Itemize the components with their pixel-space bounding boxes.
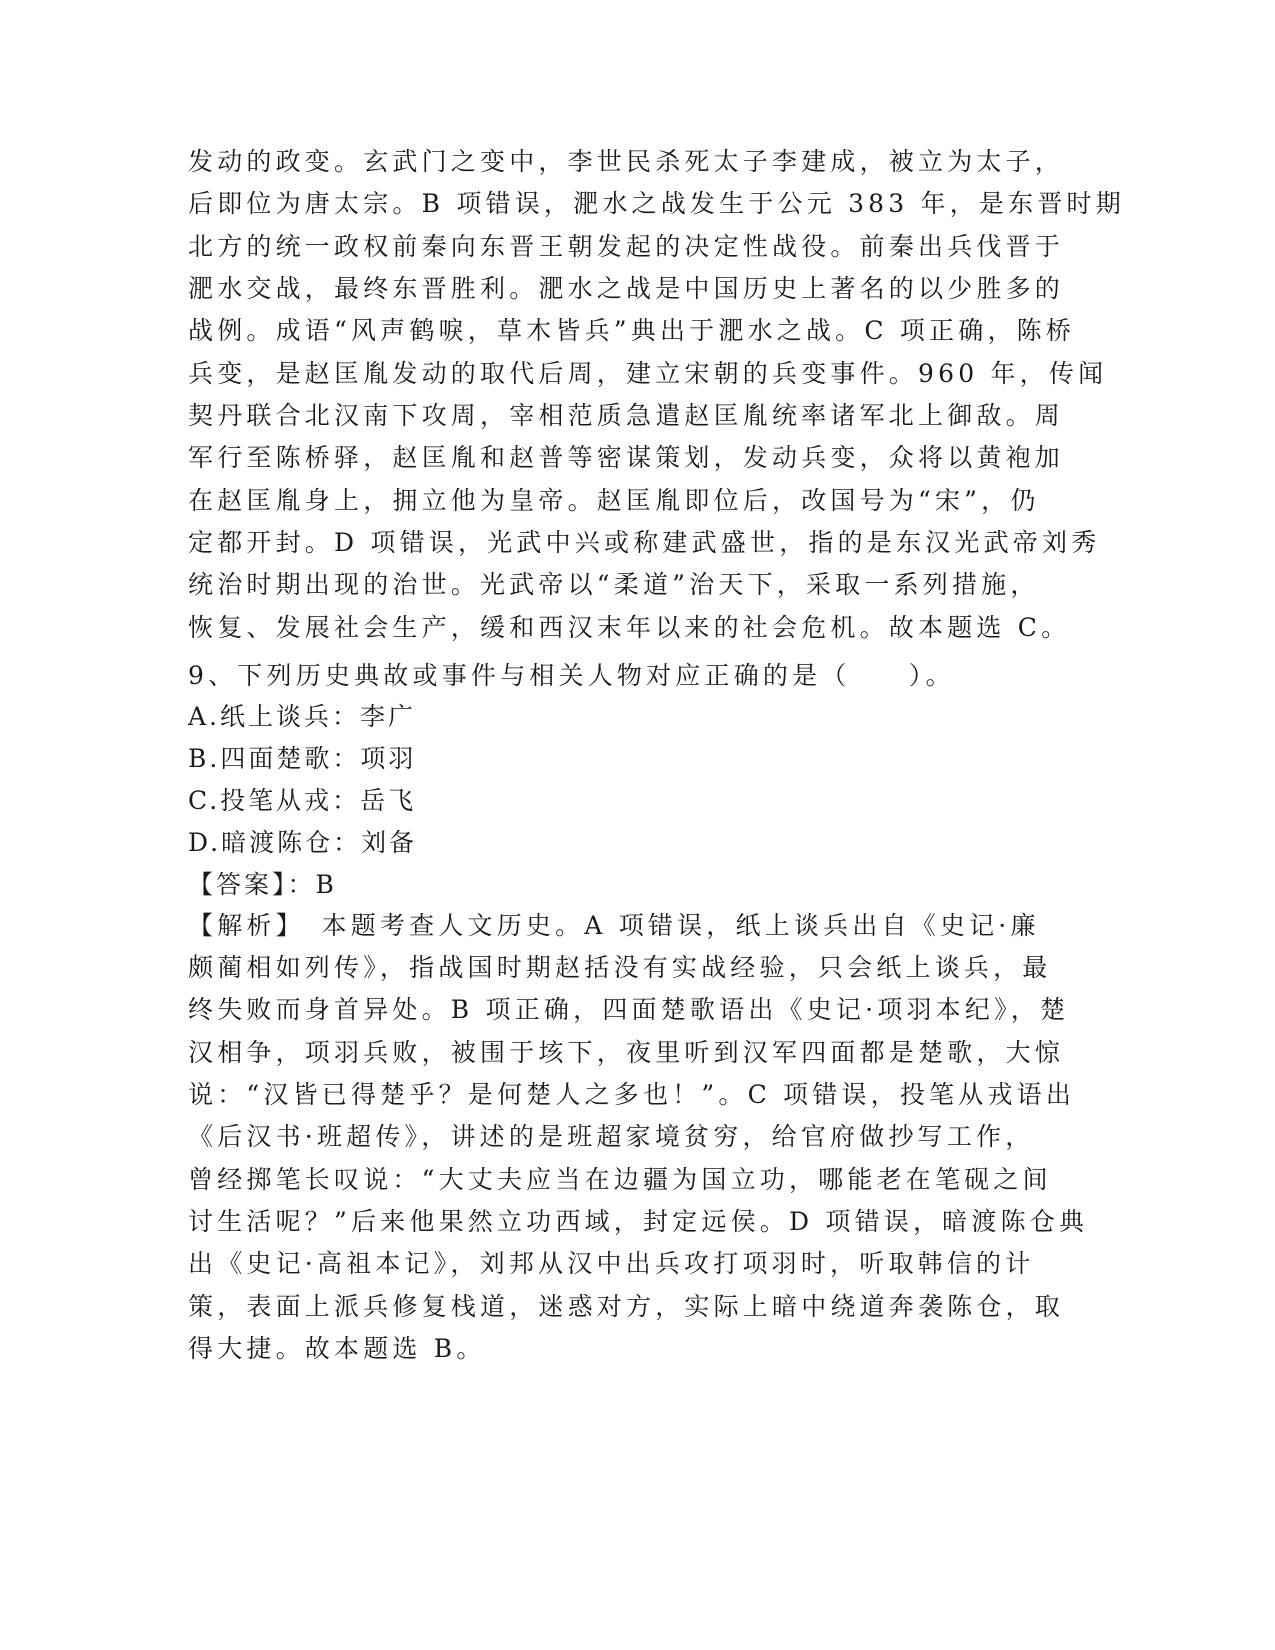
text-line: 《后汉书·班超传》，讲述的是班超家境贫穷，给官府做抄写工作， [188, 1122, 1035, 1151]
text-line: 策，表面上派兵修复栈道，迷惑对方，实际上暗中绕道奔袭陈仓，取 [188, 1292, 1065, 1321]
text-line: 说：“汉皆已得楚乎？是何楚人之多也！”。C 项错误，投笔从戎语出 [188, 1080, 1076, 1109]
text-line: 曾经掷笔长叹说：“大丈夫应当在边疆为国立功，哪能老在笔砚之间 [188, 1165, 1052, 1194]
text-line: 恢复、发展社会生产，缓和西汉末年以来的社会危机。故本题选 C。 [188, 613, 1071, 642]
text-line: 颇蔺相如列传》，指战国时期赵括没有实战经验，只会纸上谈兵，最 [188, 953, 1052, 982]
option-a: A.纸上谈兵：李广 [188, 702, 417, 731]
text-line: 北方的统一政权前秦向东晋王朝发起的决定性战役。前秦出兵伐晋于 [188, 232, 1065, 261]
text-line: 统治时期出现的治世。光武帝以“柔道”治天下，采取一系列措施， [188, 570, 1040, 599]
text-line: 得大捷。故本题选 B。 [188, 1334, 486, 1363]
text-line: 汉相争，项羽兵败，被围于垓下，夜里听到汉军四面都是楚歌，大惊 [188, 1038, 1065, 1067]
text-line: 【解析】 本题考查人文历史。A 项错误，纸上谈兵出自《史记·廉 [188, 911, 1040, 940]
text-line: 兵变，是赵匡胤发动的取代后周，建立宋朝的兵变事件。960 年，传闻 [188, 359, 1108, 388]
option-b: B.四面楚歌：项羽 [188, 744, 417, 773]
text-line: 终失败而身首异处。B 项正确，四面楚歌语出《史记·项羽本纪》，楚 [188, 995, 1070, 1024]
text-line: 军行至陈桥驿，赵匡胤和赵普等密谋策划，发动兵变，众将以黄袍加 [188, 443, 1065, 472]
text-line: 发动的政变。玄武门之变中，李世民杀死太子李建成，被立为太子， [188, 147, 1065, 176]
text-line: 契丹联合北汉南下攻周，宰相范质急遣赵匡胤统率诸军北上御敌。周 [188, 401, 1065, 430]
text-line: 定都开封。D 项错误，光武中兴或称建武盛世，指的是东汉光武帝刘秀 [188, 528, 1101, 557]
question-stem: 9、下列历史典故或事件与相关人物对应正确的是（ ）。 [188, 661, 955, 690]
text-line: 出《史记·高祖本记》，刘邦从汉中出兵攻打项羽时，听取韩信的计 [188, 1249, 1035, 1278]
text-line: 战例。成语“风声鹤唳，草木皆兵”典出于淝水之战。C 项正确，陈桥 [188, 316, 1076, 345]
option-c: C.投笔从戎：岳飞 [188, 786, 417, 815]
text-line: 在赵匡胤身上，拥立他为皇帝。赵匡胤即位后，改国号为“宋”，仍 [188, 486, 1040, 515]
answer: 【答案】：B [188, 870, 337, 899]
text-line: 淝水交战，最终东晋胜利。淝水之战是中国历史上著名的以少胜多的 [188, 274, 1065, 303]
text-line: 后即位为唐太宗。B 项错误，淝水之战发生于公元 383 年，是东晋时期 [188, 189, 1125, 218]
option-d: D.暗渡陈仓：刘备 [188, 828, 418, 857]
text-line: 讨生活呢？”后来他果然立功西域，封定远侯。D 项错误，暗渡陈仓典 [188, 1207, 1089, 1236]
